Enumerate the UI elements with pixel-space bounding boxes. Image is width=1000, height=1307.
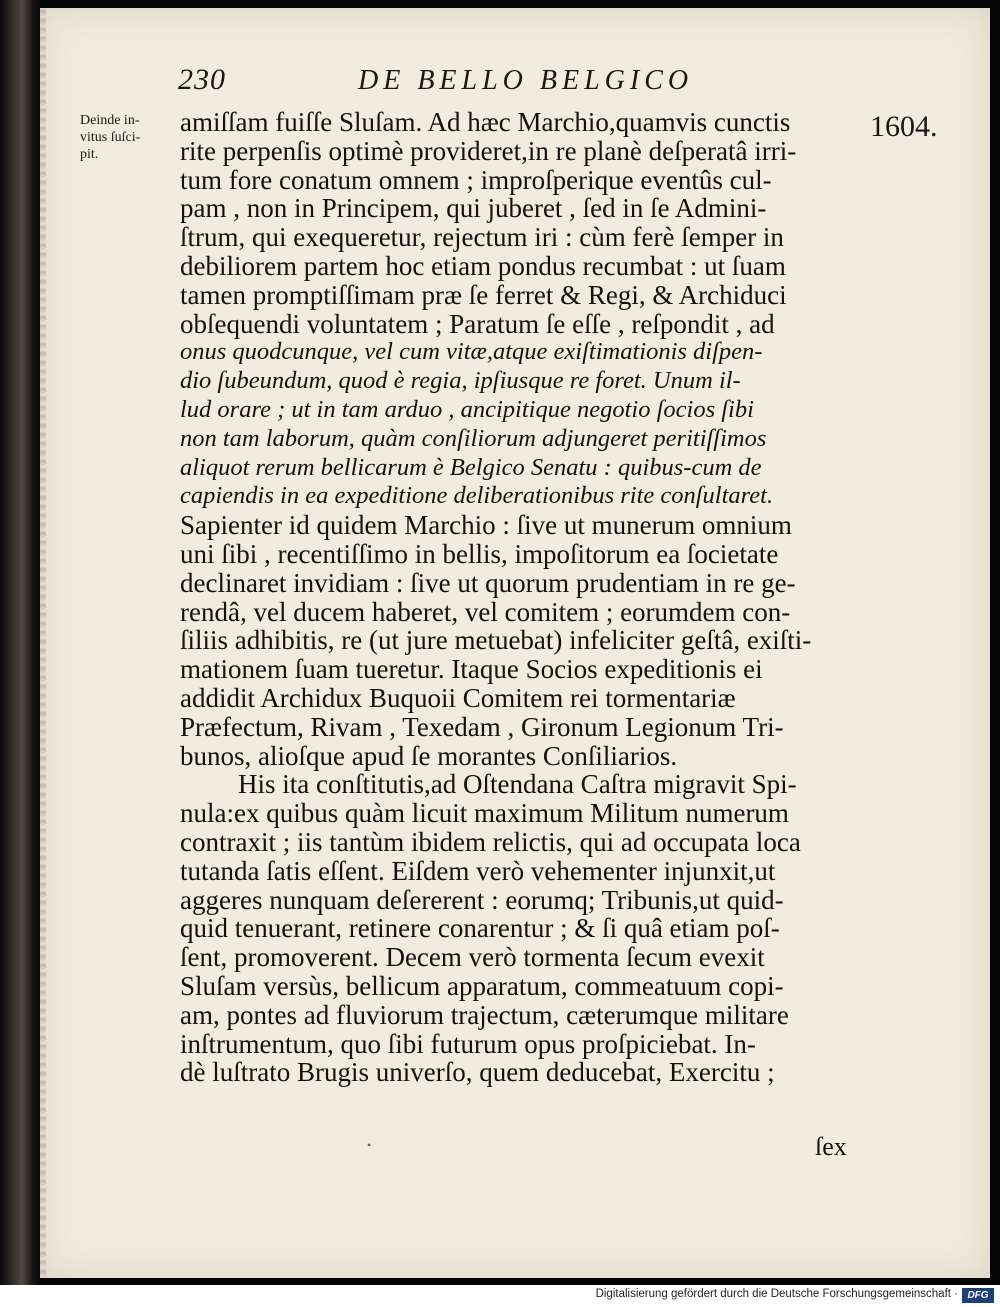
text-line: lud orare ; ut in tam arduo , ancipitique negotio ſocios ſibi bbox=[180, 395, 754, 423]
text-line: amiſſam fuiſſe Sluſam. Ad hæc Marchio,quamvis cunctis bbox=[180, 107, 791, 137]
text-line: inſtrumentum, quo ſibi futurum opus proſpiciebat. In- bbox=[180, 1028, 756, 1059]
running-head bbox=[178, 63, 828, 103]
funding-notice: Digitalisierung gefördert durch die Deutsche Forschungsgemeinschaft · bbox=[595, 1288, 958, 1300]
text-line: ſiliis adhibitis, re (ut jure metuebat) infeliciter geſtâ, exiſti- bbox=[180, 625, 812, 656]
text-line: rite perpenſis optimè provideret,in re planè deſperatâ irri- bbox=[180, 135, 797, 166]
text-line: aggeres nunquam deſererent : eorumq; Tribunis,ut quid- bbox=[180, 884, 784, 915]
text-line: obſequendi voluntatem ; Paratum ſe eſſe , reſpondit , ad bbox=[180, 308, 775, 339]
text-line: tutanda ſatis eſſent. Eiſdem verò vehementer injunxit,ut bbox=[180, 855, 776, 886]
printer-mark: • bbox=[367, 1138, 372, 1152]
text-line: mationem ſuam tueretur. Itaque Socios expeditionis ei bbox=[180, 654, 763, 685]
book-page bbox=[40, 8, 990, 1278]
text-line: tum fore conatum omnem ; improſperique eventûs cul- bbox=[180, 164, 772, 195]
text-line: bunos, alioſque apud ſe morantes Conſiliarios. bbox=[180, 740, 678, 771]
text-line: non tam laborum, quàm conſiliorum adjungeret peritiſſimos bbox=[180, 424, 767, 452]
marginal-year: 1604. bbox=[870, 110, 938, 143]
text-line: pam , non in Principem, qui juberet , ſed in ſe Admini- bbox=[180, 193, 767, 224]
body-text bbox=[180, 108, 860, 1087]
text-line: nula:ex quibus quàm licuit maximum Militum numerum bbox=[180, 798, 789, 829]
text-line: dè luſtrato Brugis univerſo, quem deducebat, Exercitu ; bbox=[180, 1057, 775, 1088]
text-line: capiendis in ea expeditione deliberationibus rite conſultaret. bbox=[180, 482, 774, 510]
text-line: Præfectum, Rivam , Texedam , Gironum Legionum Tri- bbox=[180, 711, 784, 742]
running-head-title: DE BELLO BELGICO bbox=[358, 65, 694, 96]
text-line: ſtrum, qui exequeretur, rejectum iri : cùm ferè ſemper in bbox=[180, 222, 784, 253]
text-line: rendâ, vel ducem haberet, vel comitem ; eorumdem con- bbox=[180, 596, 791, 627]
marginal-note bbox=[80, 112, 180, 163]
text-line: declinaret invidiam : ſive ut quorum prudentiam in re ge- bbox=[180, 567, 796, 598]
text-line: onus quodcunque, vel cum vitæ,atque exiſtimationis diſpen- bbox=[180, 338, 763, 366]
dfg-logo: DFG bbox=[962, 1288, 994, 1303]
catchword: ſex bbox=[815, 1132, 847, 1161]
text-line: Sluſam versùs, bellicum apparatum, commeatuum copi- bbox=[180, 970, 784, 1001]
text-line: quid tenuerant, retinere conarentur ; & ſi quâ etiam poſ- bbox=[180, 913, 780, 944]
text-line: am, pontes ad fluviorum trajectum, cæterumque militare bbox=[180, 999, 789, 1030]
marginal-note-line: pit. bbox=[80, 147, 99, 162]
text-line: ſent, promoverent. Decem verò tormenta ſecum evexit bbox=[180, 942, 765, 973]
text-line: dio ſubeundum, quod è regia, ipſiusque re foret. Unum il- bbox=[180, 367, 741, 395]
text-line: debiliorem partem hoc etiam pondus recumbat : ut ſuam bbox=[180, 250, 786, 281]
text-line: contraxit ; iis tantùm ibidem relictis, qui ad occupata loca bbox=[180, 826, 801, 857]
text-line: His ita conſtitutis,ad Oſtendana Caſtra migravit Spi- bbox=[238, 769, 797, 800]
page-number: 230 bbox=[178, 63, 226, 96]
text-line: tamen promptiſſimam præ ſe ferret & Regi, & Archiduci bbox=[180, 279, 787, 310]
book-spine-edge bbox=[0, 0, 40, 1285]
text-line: aliquot rerum bellicarum è Belgico Senatu : quibus-cum de bbox=[180, 453, 762, 481]
page-edge bbox=[40, 8, 46, 1278]
marginal-note-line: Deinde in- bbox=[80, 113, 140, 128]
marginal-note-line: vitus ſuſci- bbox=[80, 130, 141, 145]
text-line: Sapienter id quidem Marchio : ſive ut munerum omnium bbox=[180, 510, 792, 541]
text-line: uni ſibi , recentiſſimo in bellis, impoſitorum ea ſocietate bbox=[180, 538, 779, 569]
footer-bar bbox=[0, 1285, 1000, 1307]
text-line: addidit Archidux Buquoii Comitem rei tormentariæ bbox=[180, 682, 736, 713]
